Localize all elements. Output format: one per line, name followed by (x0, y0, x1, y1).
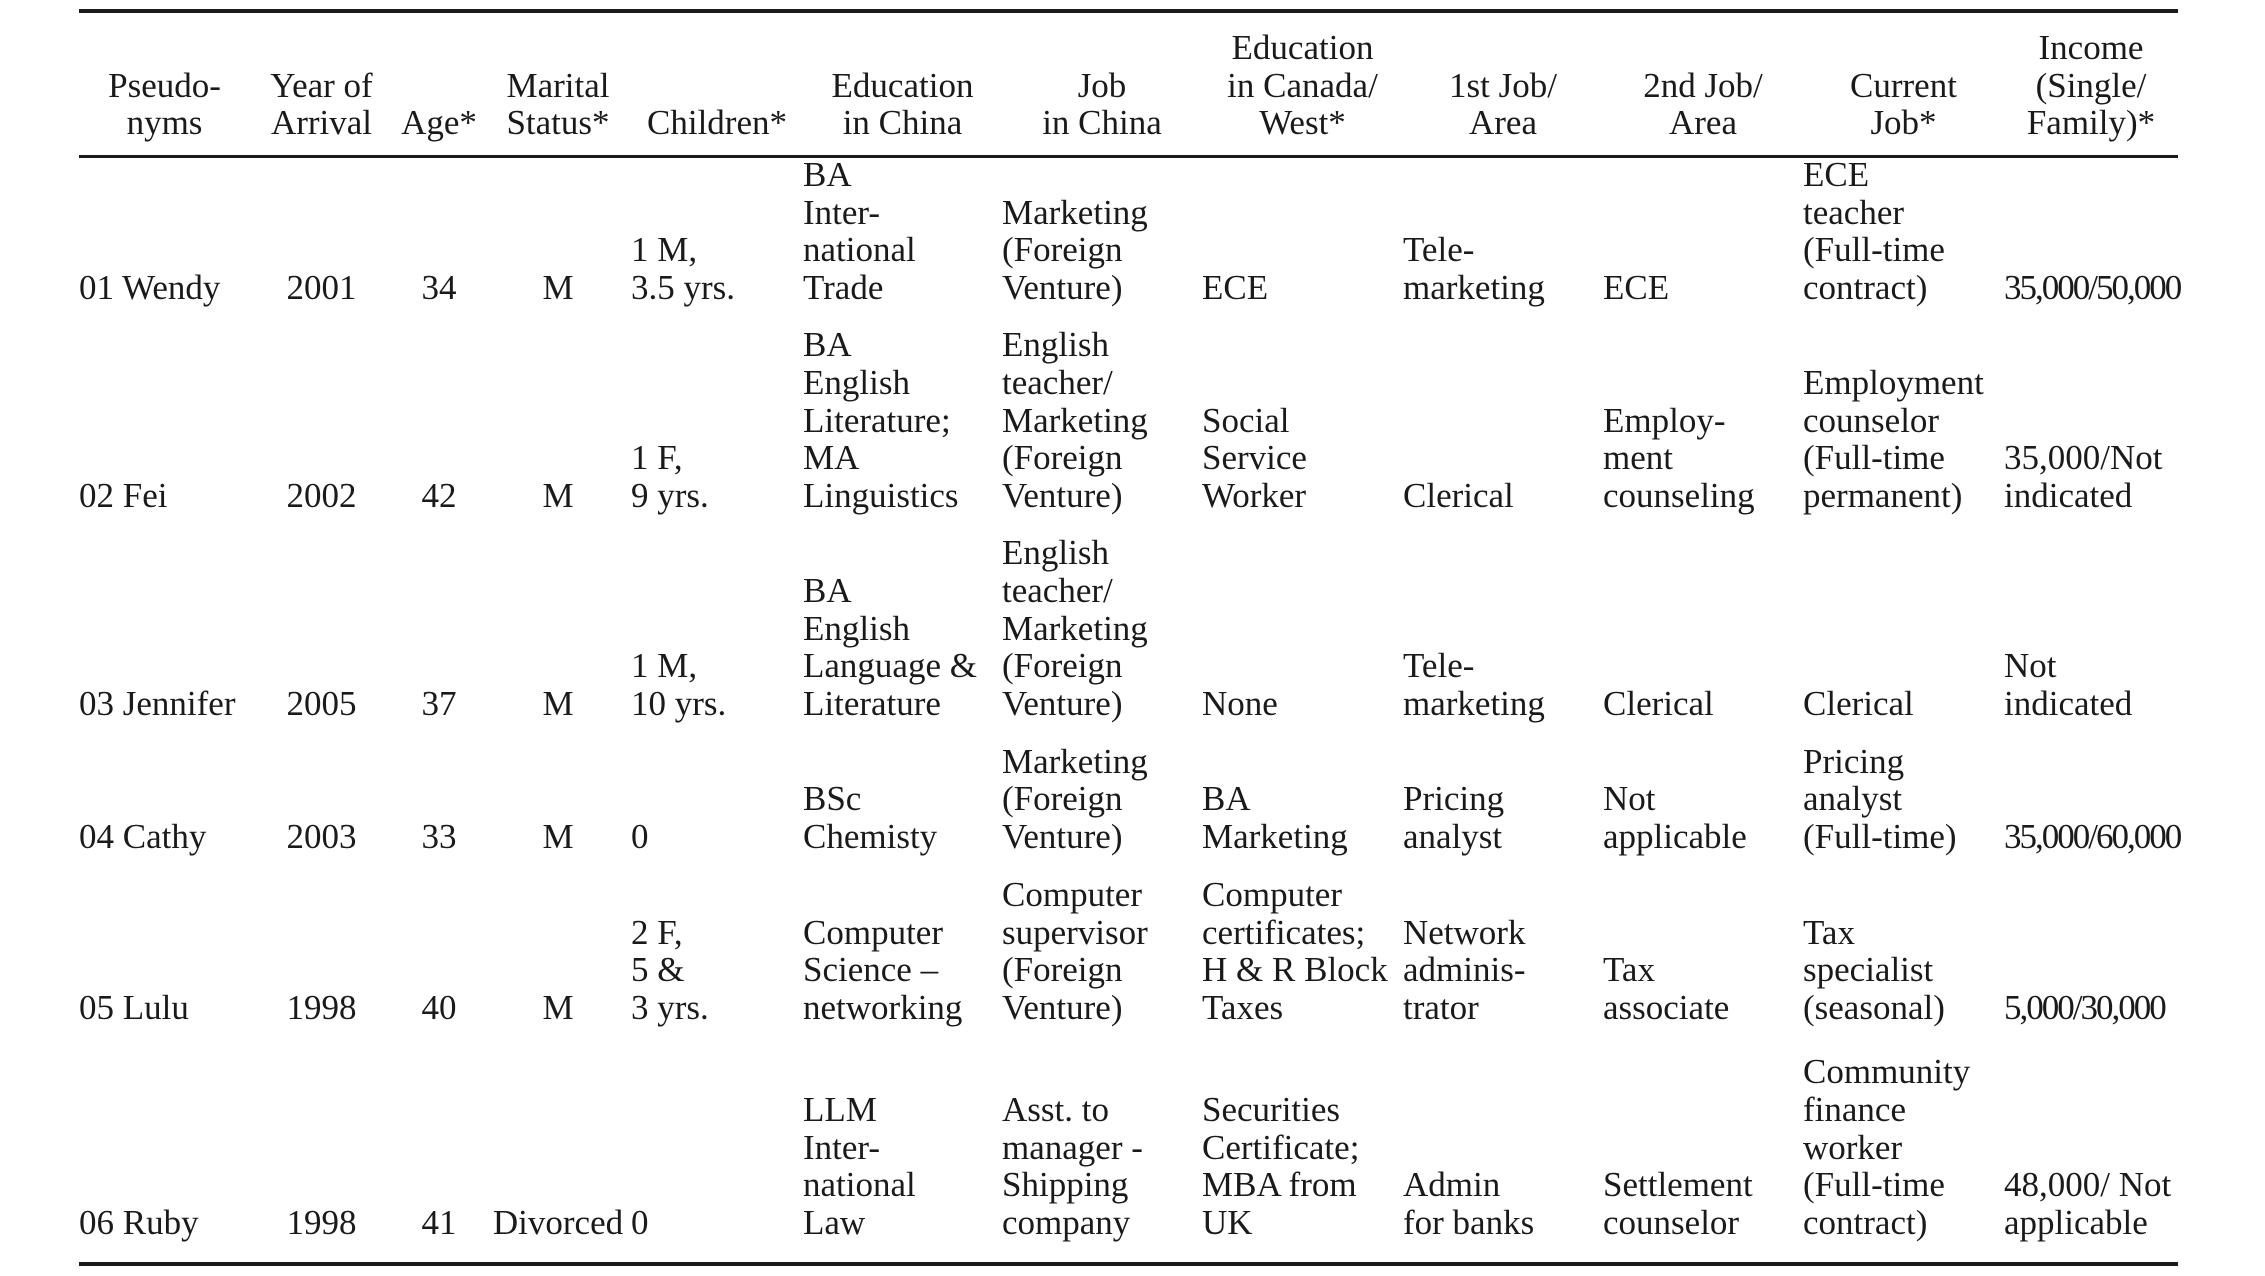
cell-second-job: ECE (1603, 267, 1670, 307)
header-job-china: Job in China (1042, 65, 1162, 143)
cell-job-china: Asst. to manager - Shipping company (1002, 1090, 1143, 1242)
header-year-of-arrival: Year of Arrival (270, 65, 373, 143)
cell-current-job: Tax specialist (seasonal) (1803, 912, 1945, 1027)
cell-pseudonym: 05 Lulu (79, 987, 189, 1027)
cell-current-job: Employment counselor (Full-time permanent) (1803, 363, 1984, 515)
table-row (79, 730, 2178, 863)
cell-year-of-arrival: 1998 (286, 1202, 357, 1242)
header-first-job: 1st Job/ Area (1449, 65, 1557, 143)
header-current-job: Current Job* (1850, 65, 1957, 143)
header-children: Children* (647, 103, 787, 143)
cell-income: Not indicated (2004, 646, 2133, 723)
cell-second-job: Clerical (1603, 683, 1714, 723)
cell-pseudonym: 02 Fei (79, 475, 168, 515)
table-row (79, 522, 2178, 730)
cell-first-job: Pricing analyst (1403, 779, 1505, 856)
cell-first-job: Admin for banks (1403, 1165, 1535, 1242)
cell-job-china: Marketing (Foreign Venture) (1002, 741, 1148, 856)
cell-marital-status: M (542, 816, 574, 856)
cell-children: 2 F, 5 & 3 yrs. (631, 912, 709, 1027)
table-row (79, 314, 2178, 522)
cell-children: 1 F, 9 yrs. (631, 438, 709, 515)
cell-children: 0 (631, 816, 649, 856)
cell-education-canada: Computer certificates; H & R Block Taxes (1202, 875, 1388, 1027)
cell-pseudonym: 04 Cathy (79, 816, 207, 856)
header-pseudonym: Pseudo- nyms (108, 65, 221, 143)
cell-income: 35,000/Not indicated (2004, 438, 2163, 515)
cell-age: 40 (421, 987, 457, 1027)
cell-marital-status: M (542, 683, 574, 723)
header-second-job: 2nd Job/ Area (1643, 65, 1763, 143)
cell-job-china: English teacher/ Marketing (Foreign Venture) (1002, 325, 1148, 515)
data-table (79, 14, 2181, 1249)
cell-pseudonym: 03 Jennifer (79, 683, 236, 723)
table-row (79, 1034, 2178, 1249)
cell-education-canada: BA Marketing (1202, 779, 1348, 856)
cell-income: 35,000/50,000 (2004, 267, 2181, 307)
cell-first-job: Tele- marketing (1403, 230, 1545, 307)
cell-education-china: BSc Chemisty (803, 779, 938, 856)
cell-current-job: ECE teacher (Full-time contract) (1803, 155, 1945, 307)
header-education-canada: Education in Canada/ West* (1227, 28, 1378, 143)
cell-second-job: Employ- ment counseling (1603, 400, 1755, 515)
cell-year-of-arrival: 2001 (286, 267, 357, 307)
cell-marital-status: M (542, 987, 574, 1027)
cell-age: 33 (421, 816, 457, 856)
cell-income: 35,000/60,000 (2004, 816, 2181, 856)
cell-year-of-arrival: 2003 (286, 816, 357, 856)
cell-job-china: Marketing (Foreign Venture) (1002, 192, 1148, 307)
cell-education-china: BA Inter- national Trade (803, 155, 916, 307)
cell-education-canada: Securities Certificate; MBA from UK (1202, 1090, 1360, 1242)
cell-first-job: Clerical (1403, 475, 1514, 515)
table-row (79, 863, 2178, 1034)
cell-job-china: English teacher/ Marketing (Foreign Venture) (1002, 533, 1148, 723)
table-row (79, 156, 2178, 314)
cell-children: 1 M, 3.5 yrs. (631, 230, 736, 307)
cell-current-job: Community finance worker (Full-time contract) (1803, 1052, 1971, 1242)
cell-age: 41 (421, 1202, 457, 1242)
cell-marital-status: Divorced (492, 1202, 624, 1242)
cell-year-of-arrival: 2005 (286, 683, 357, 723)
cell-second-job: Tax associate (1603, 950, 1730, 1027)
header-age: Age* (401, 103, 477, 143)
cell-pseudonym: 01 Wendy (79, 267, 221, 307)
bottom-rule (79, 1262, 2178, 1266)
header-education-china: Education in China (831, 65, 974, 143)
cell-marital-status: M (542, 475, 574, 515)
cell-marital-status: M (542, 267, 574, 307)
top-rule (79, 9, 2178, 13)
header-row (79, 14, 2178, 156)
cell-current-job: Clerical (1803, 683, 1914, 723)
cell-education-china: Computer Science – networking (803, 912, 963, 1027)
cell-second-job: Not applicable (1603, 779, 1747, 856)
cell-education-canada: None (1202, 683, 1278, 723)
cell-education-canada: Social Service Worker (1202, 400, 1307, 515)
cell-age: 37 (421, 683, 457, 723)
cell-education-canada: ECE (1202, 267, 1269, 307)
cell-second-job: Settlement counselor (1603, 1165, 1753, 1242)
cell-income: 48,000/ Not applicable (2004, 1165, 2172, 1242)
cell-age: 42 (421, 475, 457, 515)
cell-current-job: Pricing analyst (Full-time) (1803, 741, 1957, 856)
cell-job-china: Computer supervisor (Foreign Venture) (1002, 875, 1148, 1027)
cell-children: 0 (631, 1202, 649, 1242)
cell-first-job: Network adminis- trator (1403, 912, 1526, 1027)
cell-children: 1 M, 10 yrs. (631, 646, 727, 723)
header-marital-status: Marital Status* (506, 65, 610, 143)
cell-education-china: BA English Literature; MA Linguistics (803, 325, 959, 515)
cell-first-job: Tele- marketing (1403, 646, 1545, 723)
cell-age: 34 (421, 267, 457, 307)
cell-year-of-arrival: 2002 (286, 475, 357, 515)
header-income: Income (Single/ Family)* (2026, 28, 2156, 143)
cell-education-china: LLM Inter- national Law (803, 1090, 916, 1242)
cell-pseudonym: 06 Ruby (79, 1202, 199, 1242)
cell-education-china: BA English Language & Literature (803, 571, 977, 723)
cell-year-of-arrival: 1998 (286, 987, 357, 1027)
cell-income: 5,000/30,000 (2004, 987, 2165, 1027)
